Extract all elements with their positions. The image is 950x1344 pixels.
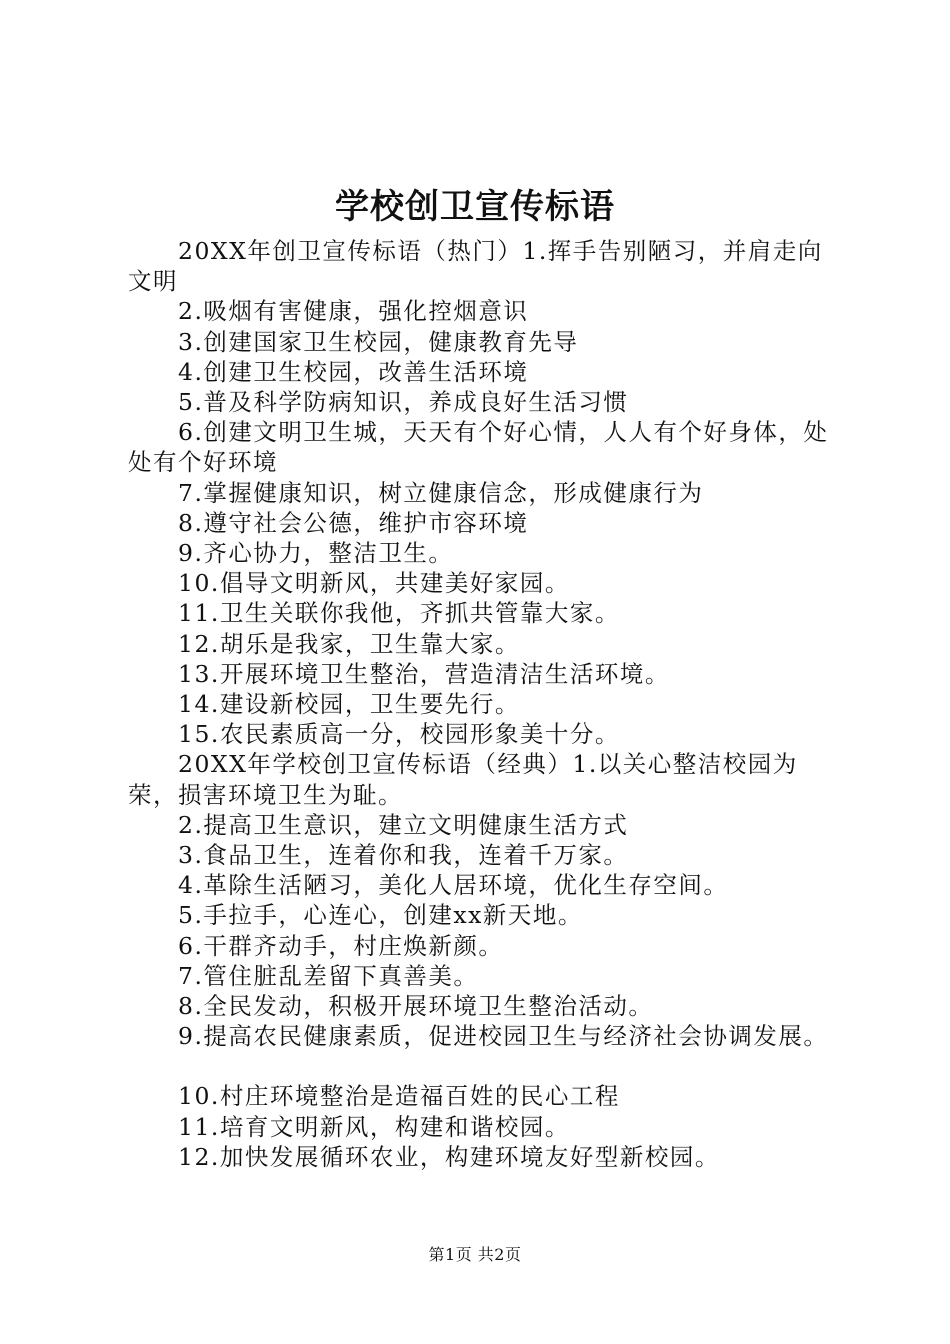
- section1-item: 10.倡导文明新风，共建美好家园。: [178, 569, 570, 598]
- section1-item: 11.卫生关联你我他，齐抓共管靠大家。: [178, 599, 620, 628]
- section2-item: 5.手拉手，心连心，创建xx新天地。: [178, 901, 583, 930]
- section2-intro: 20XX年学校创卫宣传标语（经典）1.以关心整洁校园为荣，损害环境卫生为耻。: [128, 750, 798, 809]
- section2-item: 12.加快发展循环农业，构建环境友好型新校园。: [178, 1142, 720, 1171]
- section1-item: 2.吸烟有害健康，强化控烟意识: [178, 297, 529, 326]
- section1-item: 6.创建文明卫生城，天天有个好心情，人人有个好身体，处处有个好环境: [128, 418, 829, 477]
- section1-item: 15.农民素质高一分，校园形象美十分。: [178, 720, 620, 749]
- section1-item: 12.胡乐是我家，卫生靠大家。: [178, 629, 520, 658]
- document-title: 学校创卫宣传标语: [335, 187, 615, 227]
- section1-item: 14.建设新校园，卫生要先行。: [178, 690, 520, 719]
- section2-item: 9.提高农民健康素质，促进校园卫生与经济社会协调发展。: [178, 1022, 829, 1051]
- section1-item: 3.创建国家卫生校园，健康教育先导: [178, 327, 579, 356]
- section1-item: 8.遵守社会公德，维护市容环境: [178, 508, 529, 537]
- section1-item: 9.齐心协力，整洁卫生。: [178, 539, 454, 568]
- section2-item: 8.全民发动，积极开展环境卫生整治活动。: [178, 992, 654, 1021]
- section1-item: 13.开展环境卫生整治，营造清洁生活环境。: [178, 659, 670, 688]
- document-body: [128, 236, 840, 1172]
- section2-item: 4.革除生活陋习，美化人居环境，优化生存空间。: [178, 871, 729, 900]
- section2-item: 2.提高卫生意识，建立文明健康生活方式: [178, 810, 629, 839]
- section1-item: 7.掌握健康知识，树立健康信念，形成健康行为: [178, 478, 704, 507]
- section1-item: 4.创建卫生校园，改善生活环境: [178, 357, 529, 386]
- section2-item: 6.干群齐动手，村庄焕新颜。: [178, 931, 504, 960]
- page-footer: 第1页 共2页: [428, 1245, 522, 1264]
- section2-item: 11.培育文明新风，构建和谐校园。: [178, 1112, 570, 1141]
- section2-item: 10.村庄环境整治是造福百姓的民心工程: [178, 1082, 620, 1111]
- section2-item: 3.食品卫生，连着你和我，连着千万家。: [178, 841, 629, 870]
- section1-item: 5.普及科学防病知识，养成良好生活习惯: [178, 388, 629, 417]
- section2-item: 7.管住脏乱差留下真善美。: [178, 961, 479, 990]
- section1-intro: 20XX年创卫宣传标语（热门）1.挥手告别陋习，并肩走向文明: [128, 237, 823, 296]
